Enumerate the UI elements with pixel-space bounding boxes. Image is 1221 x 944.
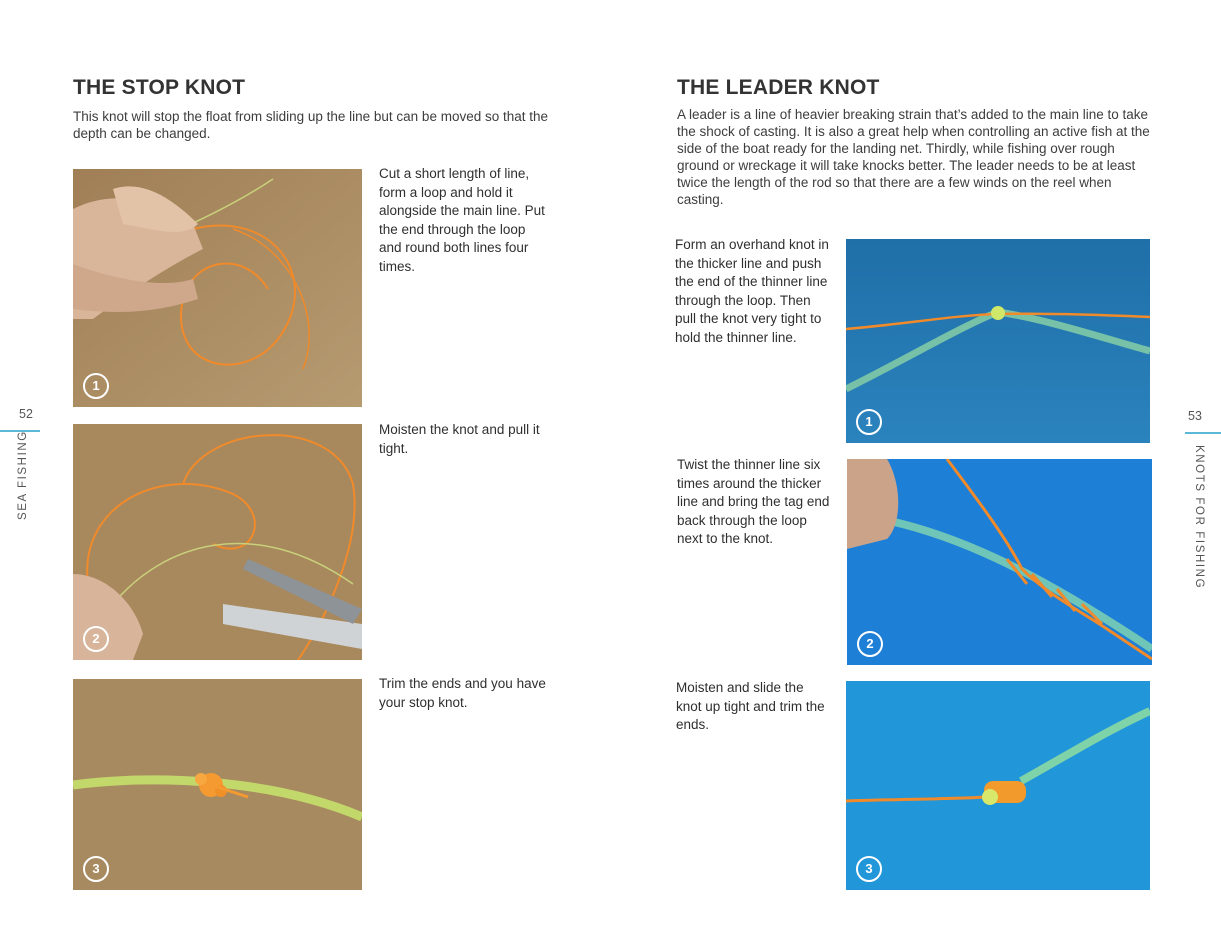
step-2-badge: 2	[857, 631, 883, 657]
step-3-badge: 3	[83, 856, 109, 882]
step-3-badge: 3	[856, 856, 882, 882]
step-1-badge: 1	[83, 373, 109, 399]
running-head-right: KNOTS FOR FISHING	[1193, 445, 1205, 590]
stop-knot-photo-2	[73, 424, 362, 660]
leader-knot-intro: A leader is a line of heavier breaking strain that’s added to the main line to take the shock of casting. It is also a great help when controlling an active fish at the side of the boat ready for the landing net. Thirdly, while fishing over rough ground or wreckage it will take knocks better. The leader needs to be at least twice the length of the rod so that there are a few winds on the reel when casting.	[677, 107, 1150, 207]
step-2-badge: 2	[83, 626, 109, 652]
stop-knot-step-1-caption: Cut a short length of line, form a loop and hold it alongside the main line. Put the end through the loop and round both lines four times.	[379, 166, 545, 274]
stop-knot-title: THE STOP KNOT	[73, 76, 246, 99]
leader-knot-step-1-caption: Form an overhand knot in the thicker line and push the end of the thinner line through the loop. Then pull the knot very tight to hold the thinner line.	[675, 237, 829, 345]
leader-knot-title: THE LEADER KNOT	[677, 76, 880, 99]
stop-knot-step-2-caption: Moisten the knot and pull it tight.	[379, 422, 540, 456]
stop-knot-intro: This knot will stop the float from sliding up the line but can be moved so that the depth can be changed.	[73, 109, 549, 141]
page-number-right: 53	[1188, 409, 1202, 423]
leader-knot-step-3-caption: Moisten and slide the knot up tight and trim the ends.	[676, 680, 825, 732]
step-1-badge: 1	[856, 409, 882, 435]
stop-knot-step-3-caption: Trim the ends and you have your stop knot.	[379, 676, 546, 710]
leader-knot-photo-3	[846, 681, 1150, 890]
leader-knot-photo-1	[846, 239, 1150, 443]
running-head-left: SEA FISHING	[17, 430, 29, 520]
page-number-left: 52	[19, 407, 33, 421]
page-number-rule-right	[1185, 432, 1221, 434]
leader-knot-photo-2	[847, 459, 1152, 665]
leader-knot-step-2-caption: Twist the thinner line six times around the thicker line and bring the tag end back through the loop next to the knot.	[677, 457, 830, 546]
stop-knot-photo-1	[73, 169, 362, 407]
stop-knot-photo-3	[73, 679, 362, 890]
